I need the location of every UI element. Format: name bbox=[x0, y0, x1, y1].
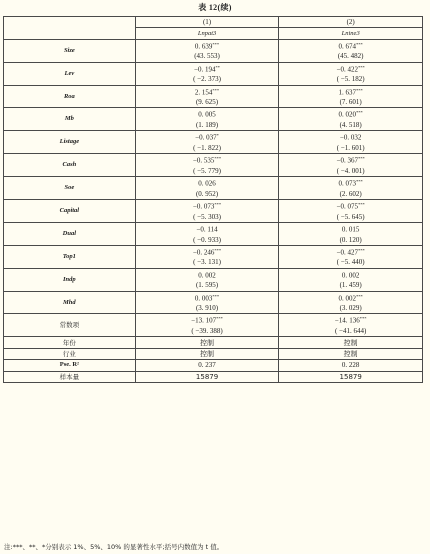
coef-value: −0. 037 bbox=[195, 133, 217, 142]
significance-stars: *** bbox=[212, 87, 220, 93]
table-title: 表 12(续) bbox=[198, 3, 232, 12]
significance-stars: *** bbox=[214, 247, 222, 253]
significance-stars: *** bbox=[356, 293, 363, 299]
coef-cell-2 bbox=[279, 131, 423, 143]
coef-cell-1 bbox=[135, 291, 279, 303]
header-empty-cell bbox=[4, 17, 136, 40]
t-value-cell-1: ( −5. 779) bbox=[135, 166, 279, 177]
coef-row bbox=[4, 291, 423, 303]
t-value-cell-1: (0. 952) bbox=[135, 189, 279, 200]
coef-value: −0. 367 bbox=[336, 156, 359, 165]
summary-row bbox=[4, 360, 423, 371]
row-label: Capital bbox=[4, 200, 136, 223]
coef-value: −0. 114 bbox=[196, 225, 218, 234]
coef-cell-1 bbox=[135, 314, 279, 326]
coef-cell-1 bbox=[135, 108, 279, 120]
t-value-cell-2: (45. 482) bbox=[279, 51, 423, 62]
row-label: Mb bbox=[4, 108, 136, 131]
t-value-cell-2: ( −4. 001) bbox=[279, 166, 423, 177]
t-value-cell-1: (9. 625) bbox=[135, 97, 279, 108]
row-label: Mhd bbox=[4, 291, 136, 314]
coef-cell-1 bbox=[135, 154, 279, 166]
coef-cell-1 bbox=[135, 245, 279, 257]
summary-label: Pse. R² bbox=[4, 360, 136, 371]
summary-value-2: 控制 bbox=[279, 348, 423, 359]
row-label: Indp bbox=[4, 268, 136, 291]
coef-value: 2. 154 bbox=[194, 88, 213, 97]
t-value-cell-1: ( −2. 373) bbox=[135, 74, 279, 85]
coef-row bbox=[4, 268, 423, 280]
coef-row bbox=[4, 108, 423, 120]
coef-value: 0. 005 bbox=[198, 110, 216, 119]
coef-row bbox=[4, 222, 423, 234]
table-note: 注:***、**、*分别表示 1%、5%、10% 的显著性水平;括号内数值为 t 值。 bbox=[4, 543, 224, 551]
significance-stars: *** bbox=[216, 316, 223, 322]
coef-cell-2 bbox=[279, 200, 423, 212]
significance-stars: *** bbox=[214, 156, 222, 162]
significance-stars: *** bbox=[212, 293, 220, 299]
row-label: Top1 bbox=[4, 245, 136, 268]
summary-value-1: 0. 237 bbox=[135, 360, 279, 371]
t-value-cell-1: ( −0. 933) bbox=[135, 234, 279, 245]
coef-value: 0. 020 bbox=[338, 110, 357, 119]
coef-cell-2 bbox=[279, 39, 423, 51]
coef-value: −0. 427 bbox=[336, 248, 359, 257]
coef-value: −0. 032 bbox=[339, 133, 362, 142]
coef-cell-1 bbox=[135, 62, 279, 74]
coef-value: −0. 535 bbox=[192, 156, 215, 165]
summary-value-2: 15879 bbox=[279, 371, 423, 382]
coef-row bbox=[4, 39, 423, 51]
significance-stars: ** bbox=[215, 64, 221, 70]
col-number-1: (1) bbox=[135, 17, 279, 28]
row-label: Lev bbox=[4, 62, 136, 85]
summary-value-1: 控制 bbox=[135, 348, 279, 359]
summary-value-1: 控制 bbox=[135, 337, 279, 348]
coef-row bbox=[4, 177, 423, 189]
t-value-cell-2: ( −41. 644) bbox=[279, 326, 423, 337]
coef-cell-2 bbox=[279, 268, 423, 280]
row-label: 常数项 bbox=[4, 314, 136, 337]
t-value-cell-2: (2. 602) bbox=[279, 189, 423, 200]
significance-stars: * bbox=[216, 133, 219, 139]
coef-cell-1 bbox=[135, 200, 279, 212]
t-value-cell-1: (1. 595) bbox=[135, 280, 279, 291]
t-value-cell-2: ( −5. 645) bbox=[279, 212, 423, 223]
coef-value: 0. 003 bbox=[194, 294, 213, 303]
significance-stars: *** bbox=[356, 110, 363, 116]
significance-stars: *** bbox=[212, 41, 220, 47]
t-value-cell-1: ( −3. 131) bbox=[135, 257, 279, 268]
summary-value-1: 15879 bbox=[135, 371, 279, 382]
coef-value: −0. 075 bbox=[336, 202, 359, 211]
t-value-cell-2: (0. 120) bbox=[279, 234, 423, 245]
t-value-cell-1: (1. 189) bbox=[135, 120, 279, 131]
t-value-cell-1: ( −39. 388) bbox=[135, 326, 279, 337]
row-label: Soe bbox=[4, 177, 136, 200]
coef-value: 0. 026 bbox=[198, 179, 216, 188]
summary-row bbox=[4, 348, 423, 359]
regression-table bbox=[3, 16, 423, 383]
significance-stars: *** bbox=[356, 87, 363, 93]
t-value-cell-2: (4. 518) bbox=[279, 120, 423, 131]
significance-stars: *** bbox=[359, 316, 367, 322]
row-label: Roa bbox=[4, 85, 136, 108]
col-name-2: Lnine3 bbox=[279, 28, 423, 39]
coef-cell-1 bbox=[135, 177, 279, 189]
coef-cell-2 bbox=[279, 222, 423, 234]
significance-stars: *** bbox=[358, 202, 365, 208]
significance-stars: *** bbox=[358, 247, 365, 253]
coef-value: 0. 674 bbox=[338, 42, 357, 51]
row-label: Cash bbox=[4, 154, 136, 177]
coef-row bbox=[4, 200, 423, 212]
coef-cell-1 bbox=[135, 222, 279, 234]
coef-cell-1 bbox=[135, 39, 279, 51]
t-value-cell-1: (3. 910) bbox=[135, 303, 279, 314]
summary-row bbox=[4, 371, 423, 382]
coef-value: 0. 002 bbox=[198, 271, 216, 280]
t-value-cell-2: (1. 459) bbox=[279, 280, 423, 291]
coef-value: 0. 002 bbox=[338, 294, 357, 303]
coef-row bbox=[4, 62, 423, 74]
coef-value: −14. 136 bbox=[334, 316, 360, 325]
coef-cell-2 bbox=[279, 62, 423, 74]
coef-value: 0. 015 bbox=[341, 225, 360, 234]
coef-cell-1 bbox=[135, 131, 279, 143]
significance-stars: *** bbox=[356, 179, 363, 185]
significance-stars: *** bbox=[358, 64, 365, 70]
coef-value: −0. 246 bbox=[192, 248, 215, 257]
coef-value: 0. 073 bbox=[338, 179, 357, 188]
t-value-cell-2: ( −5. 440) bbox=[279, 257, 423, 268]
t-value-cell-1: ( −1. 822) bbox=[135, 143, 279, 154]
significance-stars: *** bbox=[356, 41, 363, 47]
coef-row bbox=[4, 245, 423, 257]
significance-stars: *** bbox=[358, 156, 365, 162]
coef-cell-2 bbox=[279, 85, 423, 97]
coef-row bbox=[4, 314, 423, 326]
header-row-numbers bbox=[4, 17, 423, 28]
coef-row bbox=[4, 85, 423, 97]
coef-value: 0. 002 bbox=[341, 271, 360, 280]
coef-cell-2 bbox=[279, 154, 423, 166]
t-value-cell-2: ( −1. 601) bbox=[279, 143, 423, 154]
coef-cell-2 bbox=[279, 314, 423, 326]
t-value-cell-2: (3. 029) bbox=[279, 303, 423, 314]
coef-value: −0. 073 bbox=[192, 202, 215, 211]
t-value-cell-2: (7. 601) bbox=[279, 97, 423, 108]
summary-label: 年份 bbox=[4, 337, 136, 348]
coef-cell-1 bbox=[135, 268, 279, 280]
col-number-2: (2) bbox=[279, 17, 423, 28]
summary-value-2: 控制 bbox=[279, 337, 423, 348]
summary-row bbox=[4, 337, 423, 348]
coef-cell-2 bbox=[279, 245, 423, 257]
t-value-cell-2: ( −5. 182) bbox=[279, 74, 423, 85]
coef-cell-1 bbox=[135, 85, 279, 97]
coef-value: −13. 107 bbox=[191, 316, 217, 325]
summary-value-2: 0. 228 bbox=[279, 360, 423, 371]
coef-value: −0. 194 bbox=[194, 65, 216, 74]
summary-label: 样本量 bbox=[4, 371, 136, 382]
coef-row bbox=[4, 154, 423, 166]
row-label: Dual bbox=[4, 222, 136, 245]
coef-cell-2 bbox=[279, 177, 423, 189]
row-label: Listage bbox=[4, 131, 136, 154]
significance-stars: *** bbox=[214, 202, 222, 208]
coef-value: 1. 637 bbox=[338, 88, 357, 97]
t-value-cell-1: ( −5. 303) bbox=[135, 212, 279, 223]
coef-row bbox=[4, 131, 423, 143]
row-label: Size bbox=[4, 39, 136, 62]
summary-label: 行业 bbox=[4, 348, 136, 359]
t-value-cell-1: (43. 553) bbox=[135, 51, 279, 62]
coef-value: −0. 422 bbox=[336, 65, 359, 74]
coef-value: 0. 639 bbox=[194, 42, 213, 51]
coef-cell-2 bbox=[279, 291, 423, 303]
col-name-1: Lnpat3 bbox=[135, 28, 279, 39]
coef-cell-2 bbox=[279, 108, 423, 120]
